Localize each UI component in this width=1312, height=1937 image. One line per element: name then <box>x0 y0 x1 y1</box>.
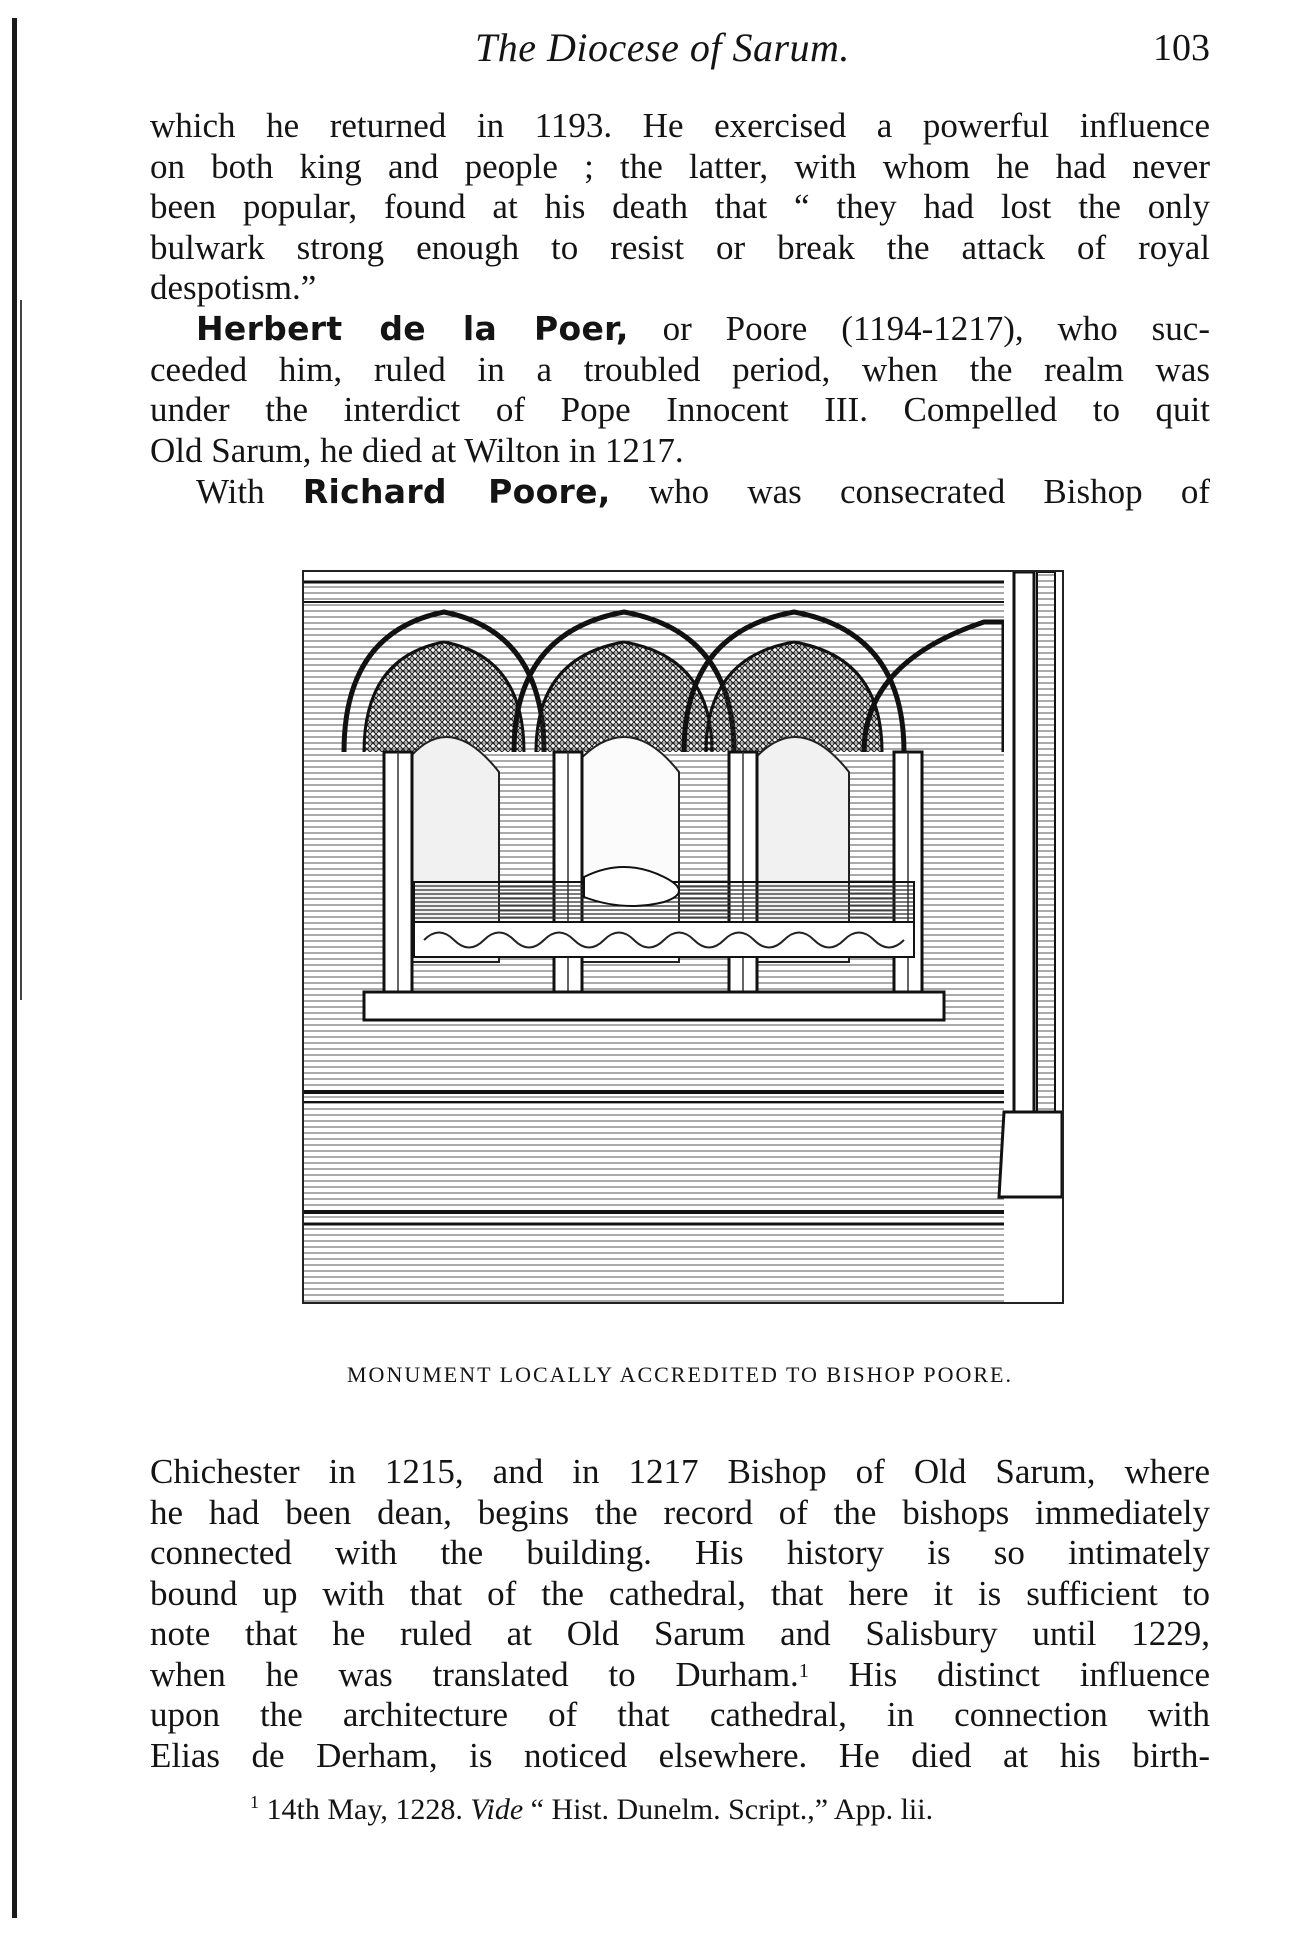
text-line: upon the architecture of that cathedral, in connection with <box>150 1695 1210 1734</box>
footnote-text <box>250 1792 933 1827</box>
text-line: which he returned in 1193. He exercised a powerful influence <box>150 106 1210 145</box>
bishop-name-herbert: Herbert de la Poer, <box>196 309 629 348</box>
text-fragment: His distinct influence <box>808 1654 1210 1694</box>
engraving-illustration <box>304 572 1062 1302</box>
text-line: bulwark strong enough to resist or break the attack of royal <box>150 227 1210 267</box>
text-line: Elias de Derham, is noticed elsewhere. He died at his birth- <box>150 1735 1210 1775</box>
text-line: he had been dean, begins the record of the bishops immediately <box>150 1492 1210 1532</box>
footnote-marker: 1 <box>250 1792 259 1812</box>
paragraph-4 <box>150 1452 1210 1776</box>
page-binding-shadow <box>20 300 22 1000</box>
footnote-reference[interactable]: 1 <box>798 1659 809 1682</box>
paragraph-3 <box>150 472 1210 513</box>
text-line <box>150 309 1210 350</box>
text-line: Chichester in 1215, and in 1217 Bishop of Old Sarum, where <box>150 1452 1210 1491</box>
page-binding-edge <box>12 18 17 1918</box>
shaft-base <box>999 1112 1062 1197</box>
text-fragment: With <box>196 472 303 511</box>
text-fragment: when he was translated to Durham. <box>150 1654 799 1694</box>
text-fragment: who was consecrated Bishop of <box>610 472 1210 511</box>
text-line: despotism.” <box>150 268 317 307</box>
text-line: on both king and people ; the latter, with whom he had never <box>150 146 1210 186</box>
bishop-name-richard: Richard Poore, <box>302 472 611 511</box>
shaft <box>1037 572 1055 1162</box>
text-line <box>150 472 1210 513</box>
footnote-fragment: “ Hist. Dunelm. Script.,” App. lii. <box>523 1793 934 1826</box>
text-line: been popular, found at his death that “ they had lost the only <box>150 187 1210 226</box>
paragraph-2 <box>150 309 1210 471</box>
footnote-fragment: 14th May, 1228. <box>259 1793 471 1826</box>
page-number: 103 <box>1153 27 1210 69</box>
text-line: ceeded him, ruled in a troubled period, when the realm was <box>150 349 1210 389</box>
text-line: Old Sarum, he died at Wilton in 1217. <box>150 430 684 470</box>
running-title: The Diocese of Sarum. <box>475 25 850 70</box>
text-line: connected with the building. His history is so intimately <box>150 1533 1210 1572</box>
running-head <box>150 22 1210 74</box>
text-line: under the interdict of Pope Innocent III. Compelled to quit <box>150 390 1210 429</box>
base-ledge <box>364 992 944 1020</box>
text-line <box>150 1655 1210 1696</box>
figure-caption: MONUMENT LOCALLY ACCREDITED TO BISHOP POORE. <box>347 1362 1013 1387</box>
text-line: note that he ruled at Old Sarum and Salisbury until 1229, <box>150 1614 1210 1653</box>
text-line: bound up with that of the cathedral, that here it is sufficient to <box>150 1573 1210 1613</box>
text-fragment: or Poore (1194-1217), who suc- <box>628 309 1210 348</box>
monument-engraving <box>302 570 1064 1304</box>
paragraph-1 <box>150 106 1210 309</box>
shaft <box>1014 572 1034 1162</box>
footnote-vide: Vide <box>470 1793 524 1826</box>
